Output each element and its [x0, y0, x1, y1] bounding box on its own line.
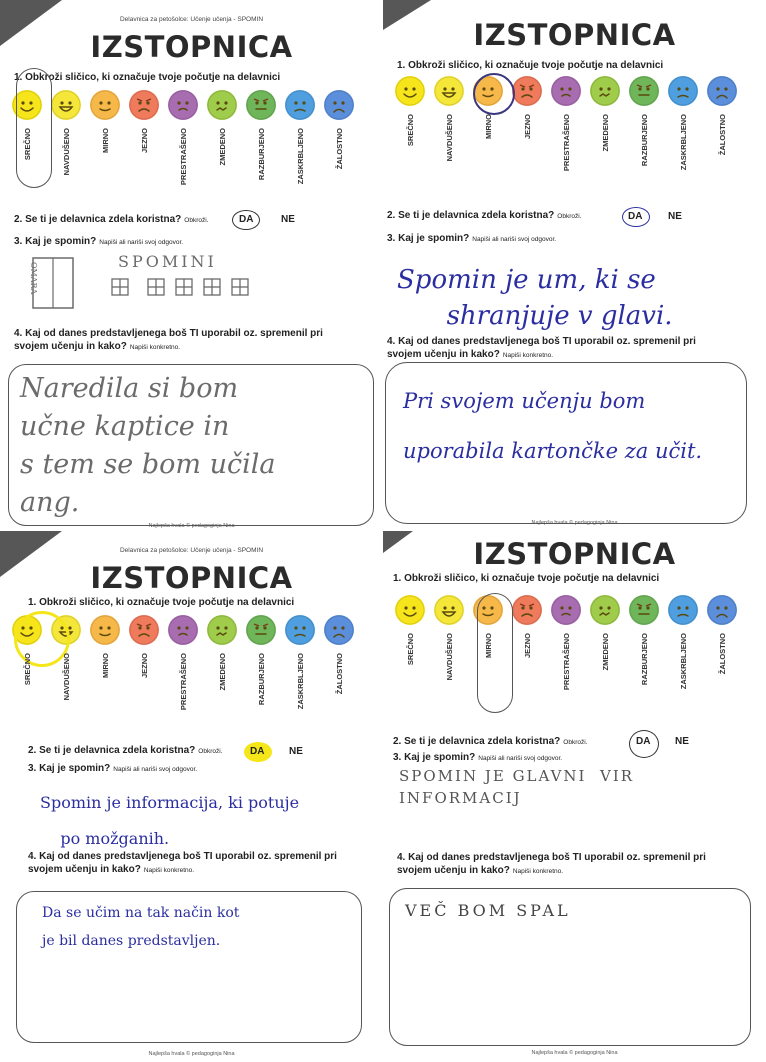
question-4-line-2: svojem učenju in kako? Napiši konkretno.: [387, 349, 554, 360]
question-2: 2. Se ti je delavnica zdela koristna? Obkroži.: [387, 210, 582, 221]
mood-faces-row[interactable]: [395, 76, 762, 116]
exit-ticket-sheet-4: [383, 531, 766, 1062]
scared-face-icon[interactable]: [551, 595, 581, 625]
footer-credit: Najlepša hvala © pedagoginja Nina: [148, 1051, 235, 1057]
mood-label: MIRNO: [101, 653, 110, 678]
mood-label: SREČNO: [23, 128, 32, 161]
question-2: 2. Se ti je delavnica zdela koristna? Obkroži.: [14, 214, 209, 225]
no-option[interactable]: NE: [675, 736, 689, 747]
handwritten-answer-4: Da se učim na tak način kot je bil danes predstavljen.: [42, 905, 240, 949]
footer-credit: Najlepša hvala © pedagoginja Nina: [148, 523, 235, 529]
happy-face-icon[interactable]: [395, 76, 425, 106]
question-4: 4. Kaj od danes predstavljenega boš TI uporabil oz. spremenil pri: [28, 851, 337, 862]
question-4-line-2: svojem učenju in kako? Napiši konkretno.: [28, 864, 195, 875]
workshop-subtitle: Delavnica za petošolce: Učenje učenja - SPOMIN: [119, 16, 264, 23]
question-4-line-2: svojem učenju in kako? Napiši konkretno.: [14, 341, 181, 352]
confused-face-icon[interactable]: [590, 595, 620, 625]
mood-label: ŽALOSTNO: [718, 633, 727, 675]
footer-credit: Najlepša hvala © pedagoginja Nina: [531, 520, 618, 526]
happy-face-icon[interactable]: [395, 595, 425, 625]
exit-ticket-sheet-2: [383, 0, 766, 531]
yes-option[interactable]: DA: [239, 214, 254, 225]
worried-face-icon[interactable]: [285, 90, 315, 120]
handwritten-answer-4: VEČ BOM SPAL: [405, 901, 571, 920]
mood-label: RAZBURJENO: [640, 114, 649, 167]
sad-face-icon[interactable]: [707, 76, 737, 106]
mood-label: ZMEDENO: [601, 114, 610, 152]
page-title: IZSTOPNICA: [90, 30, 293, 64]
answer-circle-mark: [473, 73, 515, 115]
yes-option[interactable]: DA: [636, 736, 651, 747]
mood-label: ZMEDENO: [218, 653, 227, 691]
excited-face-icon[interactable]: [434, 76, 464, 106]
question-1: 1. Obkroži sličico, ki označuje tvoje počutje na delavnici: [14, 72, 281, 83]
question-3: 3. Kaj je spomin? Napiši ali nariši svoj odgovor.: [28, 763, 198, 774]
exit-ticket-sheet-1: [0, 0, 383, 531]
mood-label: SREČNO: [406, 633, 415, 666]
page-title: IZSTOPNICA: [473, 18, 676, 52]
question-4: 4. Kaj od danes predstavljenega boš TI uporabil oz. spremenil pri: [397, 852, 706, 863]
mood-label: ZMEDENO: [601, 633, 610, 671]
mood-label: PRESTRAŠENO: [562, 633, 571, 691]
question-3: 3. Kaj je spomin? Napiši ali nariši svoj odgovor.: [387, 233, 557, 244]
question-2: 2. Se ti je delavnica zdela koristna? Obkroži.: [393, 736, 588, 747]
sad-face-icon[interactable]: [324, 90, 354, 120]
mood-label: ZMEDENO: [218, 128, 227, 166]
question-1: 1. Obkroži sličico, ki označuje tvoje počutje na delavnici: [393, 573, 660, 584]
handwritten-answer-3: Spomin je informacija, ki potuje po možganih.: [40, 793, 300, 848]
mood-label: MIRNO: [484, 633, 493, 658]
mood-label: JEZNO: [140, 653, 149, 679]
upset-face-icon[interactable]: [246, 615, 276, 645]
mood-label: PRESTRAŠENO: [562, 114, 571, 172]
mood-label: JEZNO: [140, 128, 149, 154]
mood-label: ZASKRBLJENO: [296, 653, 305, 710]
worried-face-icon[interactable]: [668, 595, 698, 625]
angry-face-icon[interactable]: [129, 615, 159, 645]
confused-face-icon[interactable]: [207, 615, 237, 645]
page-title: IZSTOPNICA: [473, 537, 676, 571]
answer-circle-mark: [477, 593, 513, 713]
calm-face-icon[interactable]: [90, 615, 120, 645]
drawing-box-label: OMARA: [29, 262, 38, 295]
sad-face-icon[interactable]: [324, 615, 354, 645]
exit-ticket-sheet-3: [0, 531, 383, 1062]
no-option[interactable]: NE: [281, 214, 295, 225]
mood-label: MIRNO: [101, 128, 110, 153]
angry-face-icon[interactable]: [512, 76, 542, 106]
question-4: 4. Kaj od danes predstavljenega boš TI uporabil oz. spremenil pri: [14, 328, 323, 339]
mood-label: JEZNO: [523, 633, 532, 659]
yes-option[interactable]: DA: [628, 211, 643, 222]
yes-option[interactable]: DA: [250, 746, 265, 757]
mood-faces-row[interactable]: [12, 90, 379, 130]
handwritten-answer-3: SPOMINI: [118, 252, 217, 271]
mood-label: NAVDUŠENO: [62, 128, 71, 176]
angry-face-icon[interactable]: [129, 90, 159, 120]
question-1: 1. Obkroži sličico, ki označuje tvoje počutje na delavnici: [397, 60, 664, 71]
workshop-subtitle: Delavnica za petošolce: Učenje učenja - SPOMIN: [119, 547, 264, 554]
upset-face-icon[interactable]: [629, 595, 659, 625]
mood-label: SREČNO: [406, 114, 415, 147]
mood-label: PRESTRAŠENO: [179, 128, 188, 186]
handwritten-answer-3: Spomin je um, ki se shranjuje v glavi.: [397, 265, 673, 331]
mood-label: NAVDUŠENO: [62, 653, 71, 701]
question-4-line-2: svojem učenju in kako? Napiši konkretno.: [397, 865, 564, 876]
mood-label: PRESTRAŠENO: [179, 653, 188, 711]
mood-label: NAVDUŠENO: [445, 114, 454, 162]
mood-label: NAVDUŠENO: [445, 633, 454, 681]
scared-face-icon[interactable]: [168, 90, 198, 120]
mood-label: ŽALOSTNO: [335, 653, 344, 695]
answer-circle-mark: [16, 68, 52, 188]
no-option[interactable]: NE: [668, 211, 682, 222]
question-3: 3. Kaj je spomin? Napiši ali nariši svoj odgovor.: [393, 752, 563, 763]
no-option[interactable]: NE: [289, 746, 303, 757]
angry-face-icon[interactable]: [512, 595, 542, 625]
mood-label: RAZBURJENO: [640, 633, 649, 686]
mood-label: ZASKRBLJENO: [296, 128, 305, 185]
worried-face-icon[interactable]: [668, 76, 698, 106]
excited-face-icon[interactable]: [51, 90, 81, 120]
page-title: IZSTOPNICA: [90, 561, 293, 595]
confused-face-icon[interactable]: [590, 76, 620, 106]
upset-face-icon[interactable]: [629, 76, 659, 106]
question-1: 1. Obkroži sličico, ki označuje tvoje počutje na delavnici: [28, 597, 295, 608]
question-2: 2. Se ti je delavnica zdela koristna? Obkroži.: [28, 745, 223, 756]
mood-label: SREČNO: [23, 653, 32, 686]
handwritten-answer-4: Naredila si bom učne kaptice in s tem se bom učila ang.: [20, 373, 276, 518]
sad-face-icon[interactable]: [707, 595, 737, 625]
handwritten-answer-3: SPOMIN JE GLAVNI VIR INFORMACIJ: [399, 767, 635, 807]
handwritten-answer-4: Pri svojem učenju bom uporabila kartončke za učit.: [403, 389, 703, 463]
question-3: 3. Kaj je spomin? Napiši ali nariši svoj odgovor.: [14, 236, 184, 247]
mood-faces-row[interactable]: [395, 595, 762, 635]
confused-face-icon[interactable]: [207, 90, 237, 120]
mood-label: ŽALOSTNO: [335, 128, 344, 170]
mood-label: MIRNO: [484, 114, 493, 139]
mood-label: ZASKRBLJENO: [679, 633, 688, 690]
calm-face-icon[interactable]: [90, 90, 120, 120]
mood-label: JEZNO: [523, 114, 532, 140]
scared-face-icon[interactable]: [168, 615, 198, 645]
mood-label: RAZBURJENO: [257, 653, 266, 706]
upset-face-icon[interactable]: [246, 90, 276, 120]
scared-face-icon[interactable]: [551, 76, 581, 106]
mood-label: ZASKRBLJENO: [679, 114, 688, 171]
mood-label: ŽALOSTNO: [718, 114, 727, 156]
excited-face-icon[interactable]: [434, 595, 464, 625]
worried-face-icon[interactable]: [285, 615, 315, 645]
question-4: 4. Kaj od danes predstavljenega boš TI uporabil oz. spremenil pri: [387, 336, 696, 347]
footer-credit: Najlepša hvala © pedagoginja Nina: [531, 1050, 618, 1056]
mood-label: RAZBURJENO: [257, 128, 266, 181]
